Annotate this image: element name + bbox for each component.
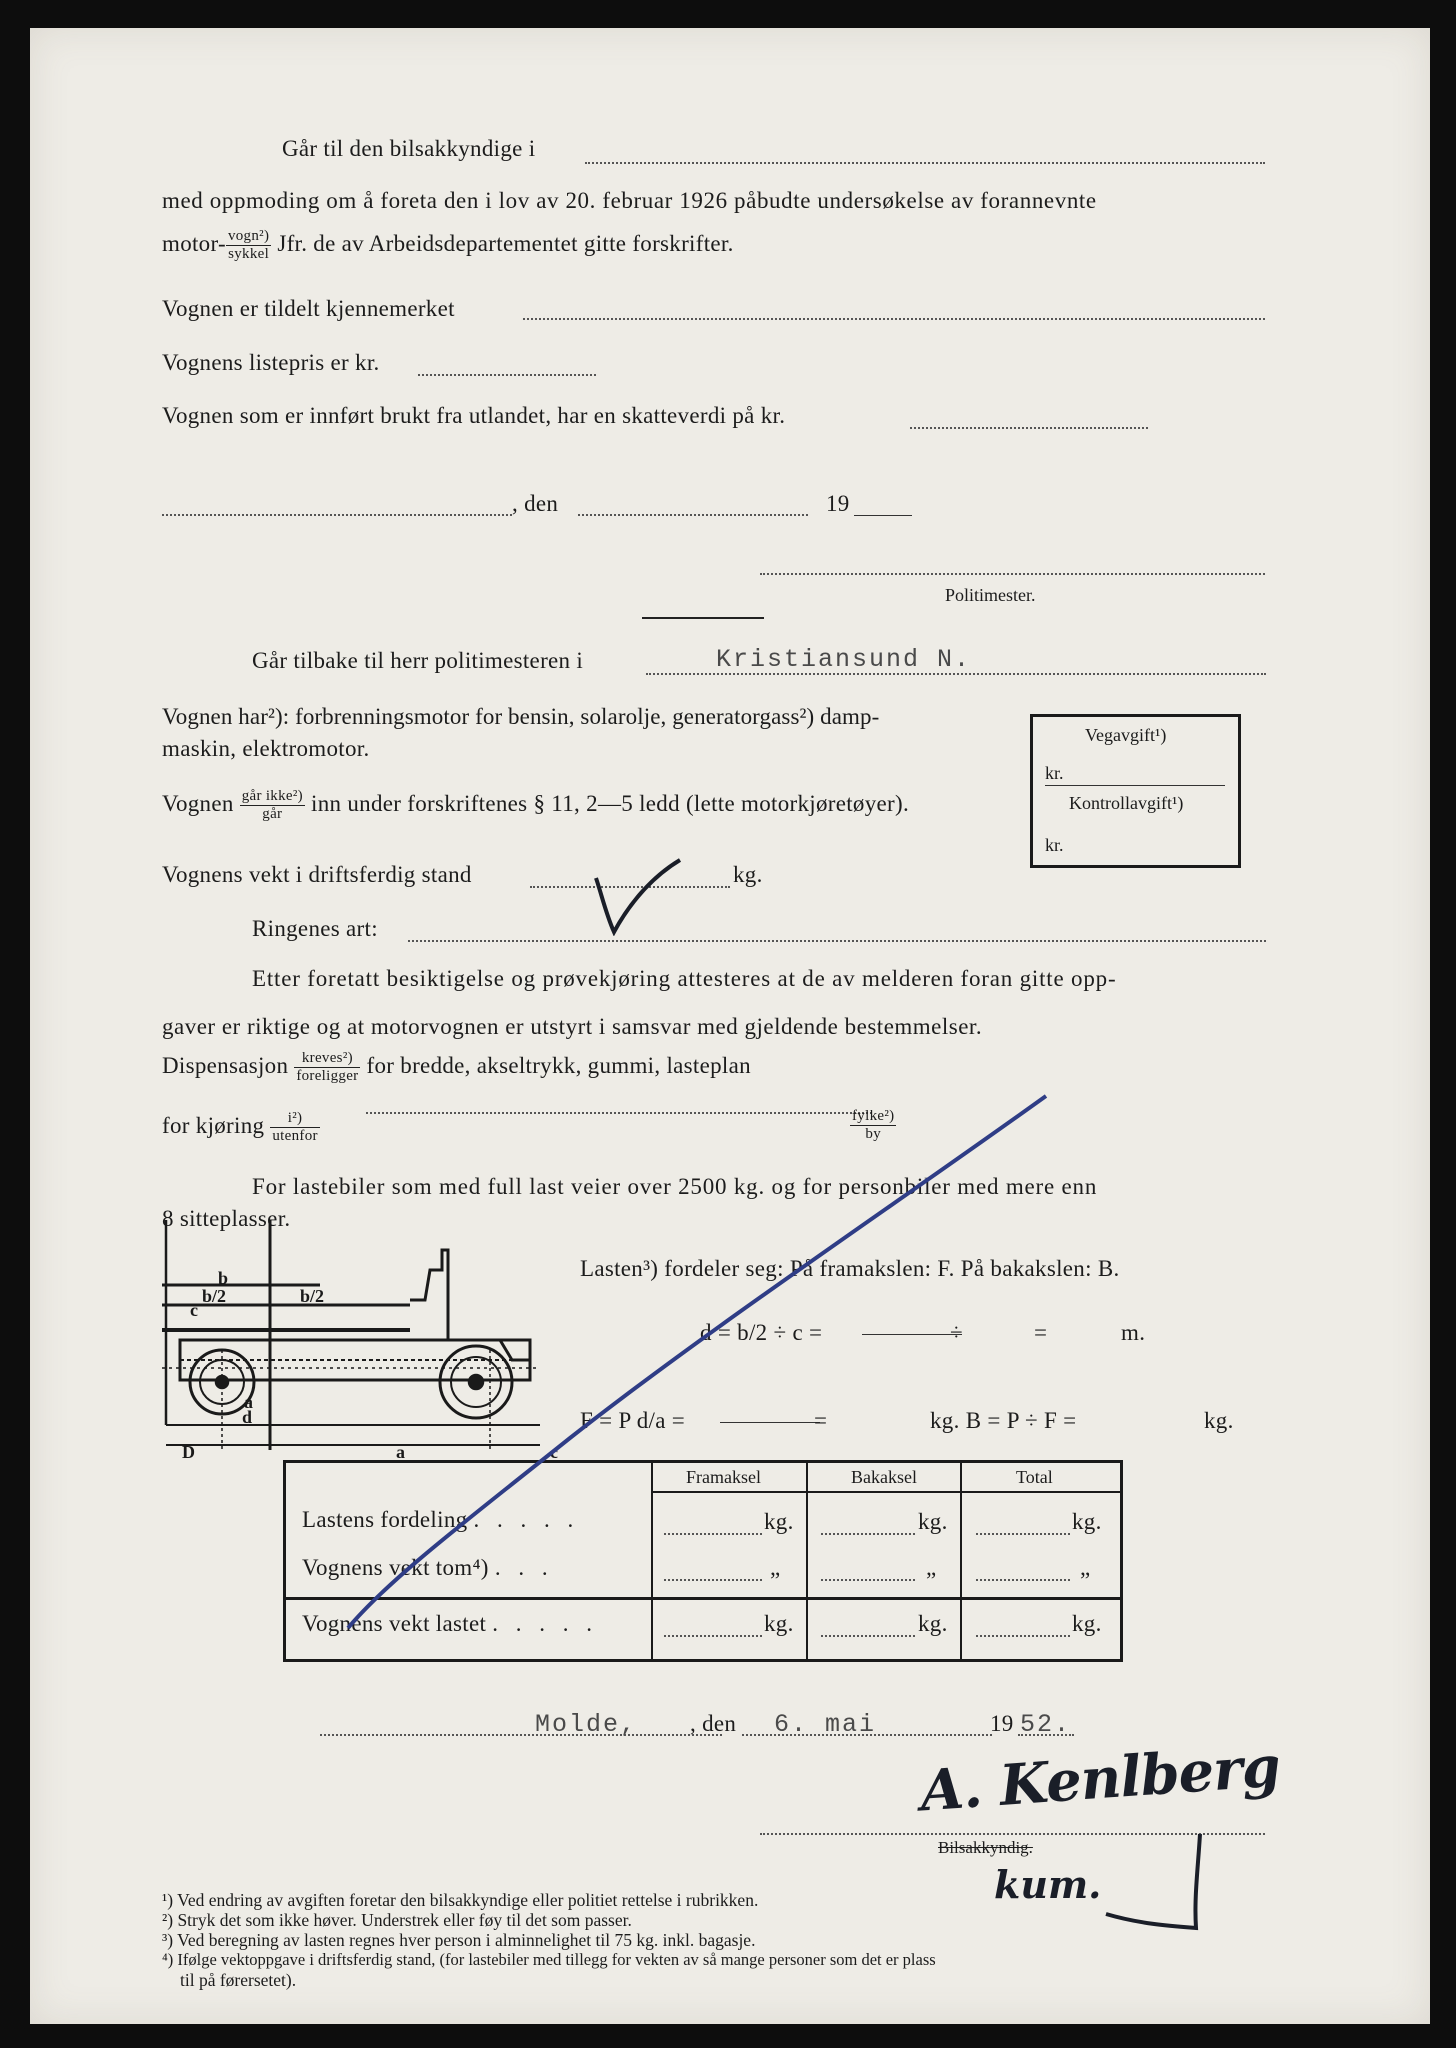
tilbake-label: Går tilbake til herr politimesteren i (252, 648, 584, 673)
formula-kg: kg. (1204, 1408, 1234, 1433)
place-field-2 (320, 1734, 722, 1736)
sig-den-label: , den (690, 1711, 737, 1736)
gar-suffix: inn under forskriftenes § 11, 2—5 ledd (lette motorkjøretøyer). (311, 790, 910, 816)
politimester-label: Politimester. (945, 585, 1036, 605)
table-row-label-1: Lastens fordeling . . . . . (302, 1507, 580, 1532)
vognen-har-line2: maskin, elektromotor. (162, 736, 370, 761)
kjennemerke-label: Vognen er tildelt kjennemerket (162, 296, 455, 321)
row2-framaksel-unit: „ (770, 1555, 781, 1580)
tilbake-value[interactable]: Kristiansund N. (716, 645, 972, 674)
sig-year-prefix: 19 (990, 1711, 1014, 1736)
bilsakkyndig-label: Bilsakkyndig. (938, 1838, 1033, 1857)
bilsakkyndige-field[interactable] (585, 162, 1265, 164)
row3-total-unit: kg. (1072, 1611, 1102, 1636)
sig-place[interactable]: Molde, (535, 1710, 638, 1739)
diagram-label-a: a (244, 1392, 253, 1412)
diagram-label-a-bottom: a (396, 1442, 405, 1462)
gar-fraction: $\frac{\text{går ikke²)}}{\text{går}}$ (241, 788, 303, 822)
table-row-label-3: Vognens vekt lastet . . . . . (302, 1611, 598, 1636)
diagram-label-b: b (218, 1268, 229, 1288)
disp-fraction: $\frac{\text{kreves²)}}{\text{foreligger}}$ (296, 1050, 359, 1084)
vekt-unit: kg. (733, 862, 763, 887)
date-field-1[interactable] (578, 514, 808, 516)
footnote-1: ¹) Ved endring av avgiften foretar den bilsakkyndige eller politiet rettelse i rubrikken. (162, 1890, 759, 1910)
gar-prefix: Vognen (162, 790, 234, 816)
fees-box (1030, 714, 1241, 868)
signature-flourish (1100, 1828, 1220, 1938)
row1-framaksel-unit: kg. (764, 1509, 794, 1534)
footnote-4-cont: til på førersetet). (180, 1970, 297, 1990)
sig-date[interactable]: 6. mai (774, 1710, 877, 1739)
politimester-signature-line[interactable] (760, 573, 1265, 575)
diagram-label-d: d (242, 1407, 253, 1427)
skatteverdi-label: Vognen som er innført brukt fra utlandet, har en skatteverdi på kr. (162, 403, 786, 428)
etter-line2: gaver er riktige og at motorvognen er utstyrt i samsvar med gjeldende bestemmelser. (162, 1014, 983, 1039)
diagram-label-b2-left: b/2 (202, 1286, 227, 1306)
vegavgift-label: Vegavgift¹) (1085, 725, 1167, 745)
ringenes-field[interactable] (408, 940, 1266, 942)
skatteverdi-field[interactable] (910, 427, 1148, 429)
listepris-field[interactable] (418, 374, 596, 376)
disp-suffix: for bredde, akseltrykk, gummi, lasteplan (366, 1052, 751, 1078)
row2-total-unit: „ (1080, 1555, 1091, 1580)
kjennemerke-field[interactable] (523, 318, 1265, 320)
disp-prefix: Dispensasjon (162, 1052, 289, 1078)
vegavgift-amount-line[interactable] (1045, 785, 1225, 786)
fylke-fraction: $\frac{\text{fylke²)}}{by}$ (852, 1108, 895, 1142)
motor-suffix: Jfr. de av Arbeidsdepartementet gitte forskrifter. (277, 230, 734, 256)
diagram-label-c-bottom: c (550, 1442, 558, 1462)
sig-year[interactable]: 52. (1020, 1710, 1072, 1739)
formula-F: F = P d/a = (580, 1408, 686, 1433)
row3-bakaksel-unit: kg. (918, 1611, 948, 1636)
gar-ikke-line (162, 788, 909, 823)
signature-name: A. Kenlberg (918, 1733, 1282, 1825)
diagram-label-D: D (182, 1442, 195, 1462)
diagram-label-c-top: c (190, 1300, 198, 1320)
lastebiler-line2: 8 sitteplasser. (162, 1206, 291, 1231)
line-bilsakkyndige-label: Går til den bilsakkyndige i (282, 136, 536, 161)
kjoring-prefix: for kjøring (162, 1112, 265, 1138)
table-header-framaksel: Framaksel (686, 1467, 761, 1487)
place-field-1[interactable] (162, 514, 512, 516)
formula-m: m. (1121, 1320, 1146, 1345)
listepris-label: Vognens listepris er kr. (162, 350, 380, 375)
formula-div: ÷ (950, 1320, 963, 1345)
form-page (30, 28, 1430, 2024)
oppmoding-text: med oppmoding om å foreta den i lov av 20. februar 1926 påbudte undersøkelse av forannevnte (162, 188, 1097, 213)
row1-total-unit: kg. (1072, 1509, 1102, 1534)
pen-stroke (330, 1088, 1070, 1648)
year-prefix-1: 19 (826, 491, 850, 516)
formula-F-eq: = (814, 1408, 828, 1433)
etter-line1: Etter foretatt besiktigelse og prøvekjøring attesteres at de av melderen foran gitte opp- (252, 966, 1117, 991)
year-field-1[interactable] (854, 515, 912, 516)
formula-B: kg. B = P ÷ F = (930, 1408, 1077, 1433)
kjoring-line (162, 1110, 320, 1145)
lasten-line: Lasten³) fordeler seg: På framakslen: F. På bakakslen: B. (580, 1256, 1120, 1281)
formula-eq: = (1034, 1320, 1048, 1345)
lastebiler-line1: For lastebiler som med full last veier over 2500 kg. og for personbiler med mere enn (252, 1174, 1098, 1199)
table-header-total: Total (1016, 1467, 1053, 1487)
row1-bakaksel-unit: kg. (918, 1509, 948, 1534)
vognen-har-line1: Vognen har²): forbrenningsmotor for bensin, solarolje, generatorgass²) damp- (162, 704, 880, 729)
motor-prefix: motor- (162, 230, 226, 256)
footnote-2: ²) Stryk det som ikke høver. Understrek eller føy til det som passer. (162, 1910, 632, 1930)
dispensasjon-line (162, 1050, 751, 1085)
row2-bakaksel-unit: „ (926, 1555, 937, 1580)
table-row-label-2: Vognens vekt tom⁴) . . . (302, 1555, 554, 1580)
kr-label-1: kr. (1045, 763, 1064, 783)
diagram-label-b2-right: b/2 (300, 1286, 325, 1306)
kontrollavgift-label: Kontrollavgift¹) (1069, 793, 1184, 813)
motor-fraction: $\frac{\text{vogn²)}}{\text{sykkel}}$ (227, 228, 270, 262)
footnote-4: ⁴) Ifølge vektoppgave i driftsferdig stand, (for lastebiler med tillegg for vekten av så mange personer som det er plass (162, 1950, 936, 1969)
ringenes-label: Ringenes art: (252, 916, 378, 941)
vekt-label: Vognens vekt i driftsferdig stand (162, 862, 472, 887)
kjoring-fraction: $\frac{\text{i²)}}{\text{utenfor}}$ (272, 1110, 318, 1144)
separator-line (642, 617, 764, 619)
check-mark (588, 856, 688, 936)
footnote-3: ³) Ved beregning av lasten regnes hver person i alminnelighet til 75 kg. inkl. bagasje. (162, 1930, 756, 1950)
formula-d: d = b/2 ÷ c = (700, 1320, 823, 1345)
motor-line (162, 228, 734, 263)
signature-title: kum. (994, 1862, 1102, 1907)
kr-label-2: kr. (1045, 835, 1064, 855)
table-header-bakaksel: Bakaksel (851, 1467, 917, 1487)
den-label-1: , den (512, 491, 559, 516)
row3-framaksel-unit: kg. (764, 1611, 794, 1636)
